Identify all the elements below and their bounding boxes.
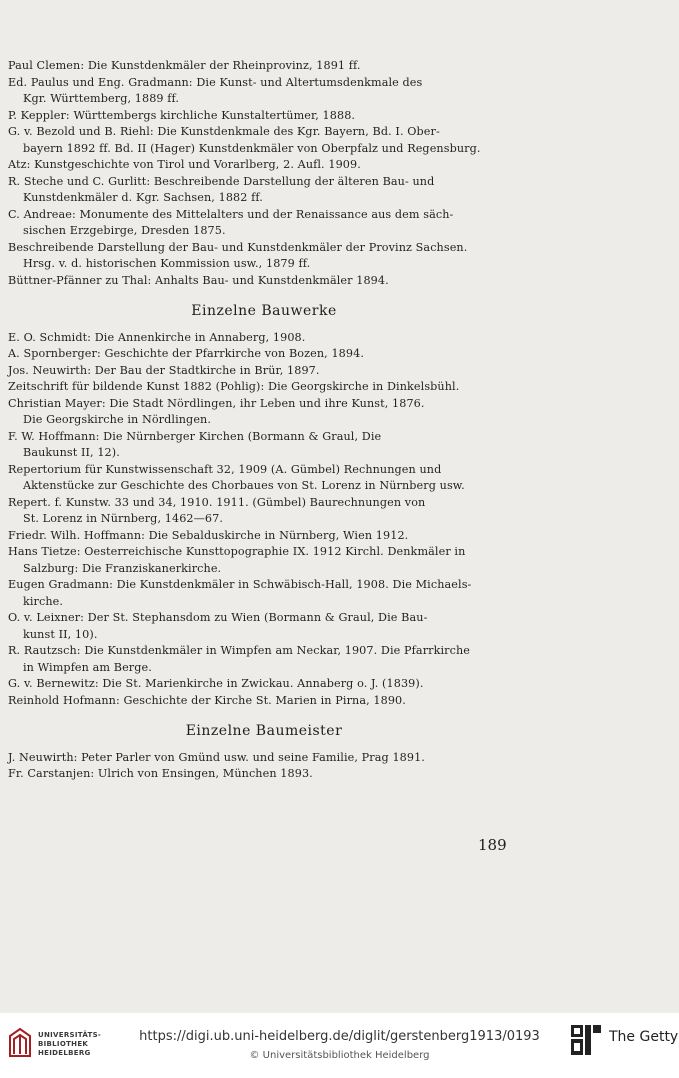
bibliography-entry bbox=[8, 676, 520, 693]
entry-line: Ed. Paulus und Eng. Gradmann: Die Kunst- und Altertumsdenkmale des bbox=[8, 75, 423, 89]
entry-line: O. v. Leixner: Der St. Stephansdom zu Wien (Bormann & Graul, Die Bau- bbox=[8, 611, 428, 624]
entry-line: G. v. Bernewitz: Die St. Marienkirche in Zwickau. Annaberg o. J. (1839). bbox=[8, 677, 424, 690]
bibliography-entry bbox=[8, 330, 520, 347]
bibliography-entry bbox=[8, 577, 520, 610]
bibliography-entry bbox=[8, 379, 520, 396]
entry-line: F. W. Hoffmann: Die Nürnberger Kirchen (Bormann & Graul, Die bbox=[8, 429, 382, 443]
entry-line: Atz: Kunstgeschichte von Tirol und Vorarlberg, 2. Aufl. 1909. bbox=[8, 158, 361, 171]
entry-line: Reinhold Hofmann: Geschichte der Kirche St. Marien in Pirna, 1890. bbox=[8, 693, 406, 707]
bibliography-entry bbox=[8, 174, 520, 207]
section-heading-buildings: Einzelne Bauwerke bbox=[191, 303, 337, 319]
bibliography-entry bbox=[8, 240, 520, 273]
entry-line: Repertorium für Kunstwissenschaft 32, 1909 (A. Gümbel) Rechnungen und bbox=[8, 462, 442, 476]
entry-line: Jos. Neuwirth: Der Bau der Stadtkirche in Brür, 1897. bbox=[8, 363, 320, 377]
entry-line: Repert. f. Kunstw. 33 und 34, 1910. 1911. (Gümbel) Baurechnungen von bbox=[8, 495, 426, 509]
entry-line: Fr. Carstanjen: Ulrich von Ensingen, München 1893. bbox=[8, 767, 313, 780]
bibliography-entry bbox=[8, 643, 520, 676]
entry-line: R. Steche und C. Gurlitt: Beschreibende Darstellung der älteren Bau- und bbox=[8, 174, 435, 188]
entry-line: E. O. Schmidt: Die Annenkirche in Annaberg, 1908. bbox=[8, 330, 306, 344]
bibliography-entry bbox=[8, 528, 520, 545]
university-library-name[interactable]: UNIVERSITÄTS- BIBLIOTHEK HEIDELBERG bbox=[38, 1031, 102, 1057]
bibliography-entry bbox=[8, 58, 520, 75]
viewer-footer bbox=[0, 1013, 679, 1078]
section-heading-architects: Einzelne Baumeister bbox=[185, 723, 343, 739]
bibliography-entry bbox=[8, 396, 520, 429]
entry-continuation-line: St. Lorenz in Nürnberg, 1462—67. bbox=[23, 512, 224, 525]
getty-logo-icon bbox=[571, 1023, 603, 1061]
bibliography-entry bbox=[8, 157, 520, 174]
bibliography-entry bbox=[8, 429, 520, 462]
bibliography-regional-list bbox=[8, 58, 520, 289]
source-url-link[interactable]: https://digi.ub.uni-heidelberg.de/diglit/gerstenberg1913/0193 bbox=[139, 1029, 540, 1044]
entry-line: Friedr. Wilh. Hoffmann: Die Sebalduskirche in Nürnberg, Wien 1912. bbox=[8, 528, 409, 542]
bibliography-entry bbox=[8, 363, 520, 380]
bibliography-entry bbox=[8, 462, 520, 495]
bibliography-entry bbox=[8, 346, 520, 363]
bibliography-entry bbox=[8, 610, 520, 643]
bibliography-entry bbox=[8, 766, 520, 783]
bibliography-entry bbox=[8, 108, 520, 125]
entry-continuation-line: Die Georgskirche in Nördlingen. bbox=[23, 413, 211, 426]
entry-line: Beschreibende Darstellung der Bau- und Kunstdenkmäler der Provinz Sachsen. bbox=[8, 240, 468, 254]
entry-line: Christian Mayer: Die Stadt Nördlingen, ihr Leben und ihre Kunst, 1876. bbox=[8, 396, 425, 410]
bibliography bbox=[8, 58, 520, 783]
bibliography-architects-list bbox=[8, 750, 520, 783]
entry-continuation-line: bayern 1892 ff. Bd. II (Hager) Kunstdenkmäler von Oberpfalz und Regensburg. bbox=[23, 141, 481, 155]
bibliography-entry bbox=[8, 750, 520, 767]
entry-continuation-line: kirche. bbox=[23, 594, 64, 608]
entry-line: J. Neuwirth: Peter Parler von Gmünd usw. und seine Familie, Prag 1891. bbox=[8, 750, 425, 764]
bibliography-entry bbox=[8, 693, 520, 710]
bibliography-entry bbox=[8, 207, 520, 240]
entry-continuation-line: Kunstdenkmäler d. Kgr. Sachsen, 1882 ff. bbox=[23, 191, 263, 204]
entry-line: A. Spornberger: Geschichte der Pfarrkirche von Bozen, 1894. bbox=[8, 347, 364, 360]
bibliography-entry bbox=[8, 495, 520, 528]
bibliography-entry bbox=[8, 273, 520, 290]
entry-line: Hans Tietze: Oesterreichische Kunsttopographie IX. 1912 Kirchl. Denkmäler in bbox=[8, 545, 466, 558]
bibliography-buildings-list bbox=[8, 330, 520, 710]
getty-name[interactable]: The Getty bbox=[609, 1029, 679, 1045]
page-number: 189 bbox=[478, 836, 507, 854]
entry-continuation-line: kunst II, 10). bbox=[23, 627, 98, 641]
entry-line: G. v. Bezold und B. Riehl: Die Kunstdenkmale des Kgr. Bayern, Bd. I. Ober- bbox=[8, 125, 440, 138]
entry-continuation-line: in Wimpfen am Berge. bbox=[23, 660, 152, 674]
entry-continuation-line: sischen Erzgebirge, Dresden 1875. bbox=[23, 224, 226, 237]
entry-continuation-line: Kgr. Württemberg, 1889 ff. bbox=[23, 92, 180, 105]
entry-continuation-line: Salzburg: Die Franziskanerkirche. bbox=[23, 561, 222, 575]
entry-line: Zeitschrift für bildende Kunst 1882 (Pohlig): Die Georgskirche in Dinkelsbühl. bbox=[8, 380, 460, 393]
bibliography-entry bbox=[8, 124, 520, 157]
bibliography-entry bbox=[8, 75, 520, 108]
bibliography-entry bbox=[8, 544, 520, 577]
entry-line: Paul Clemen: Die Kunstdenkmäler der Rheinprovinz, 1891 ff. bbox=[8, 59, 361, 72]
copyright-notice: © Universitätsbibliothek Heidelberg bbox=[249, 1050, 430, 1061]
entry-line: R. Rautzsch: Die Kunstdenkmäler in Wimpfen am Neckar, 1907. Die Pfarrkirche bbox=[8, 644, 470, 657]
entry-line: C. Andreae: Monumente des Mittelalters und der Renaissance aus dem säch- bbox=[8, 207, 454, 221]
entry-line: P. Keppler: Württembergs kirchliche Kunstaltertümer, 1888. bbox=[8, 108, 356, 122]
entry-continuation-line: Aktenstücke zur Geschichte des Chorbaues von St. Lorenz in Nürnberg usw. bbox=[23, 479, 465, 492]
entry-line: Eugen Gradmann: Die Kunstdenkmäler in Schwäbisch-Hall, 1908. Die Michaels- bbox=[8, 578, 472, 591]
entry-line: Büttner-Pfänner zu Thal: Anhalts Bau- und Kunstdenkmäler 1894. bbox=[8, 273, 389, 287]
entry-continuation-line: Baukunst II, 12). bbox=[23, 446, 120, 459]
entry-continuation-line: Hrsg. v. d. historischen Kommission usw., 1879 ff. bbox=[23, 257, 311, 270]
